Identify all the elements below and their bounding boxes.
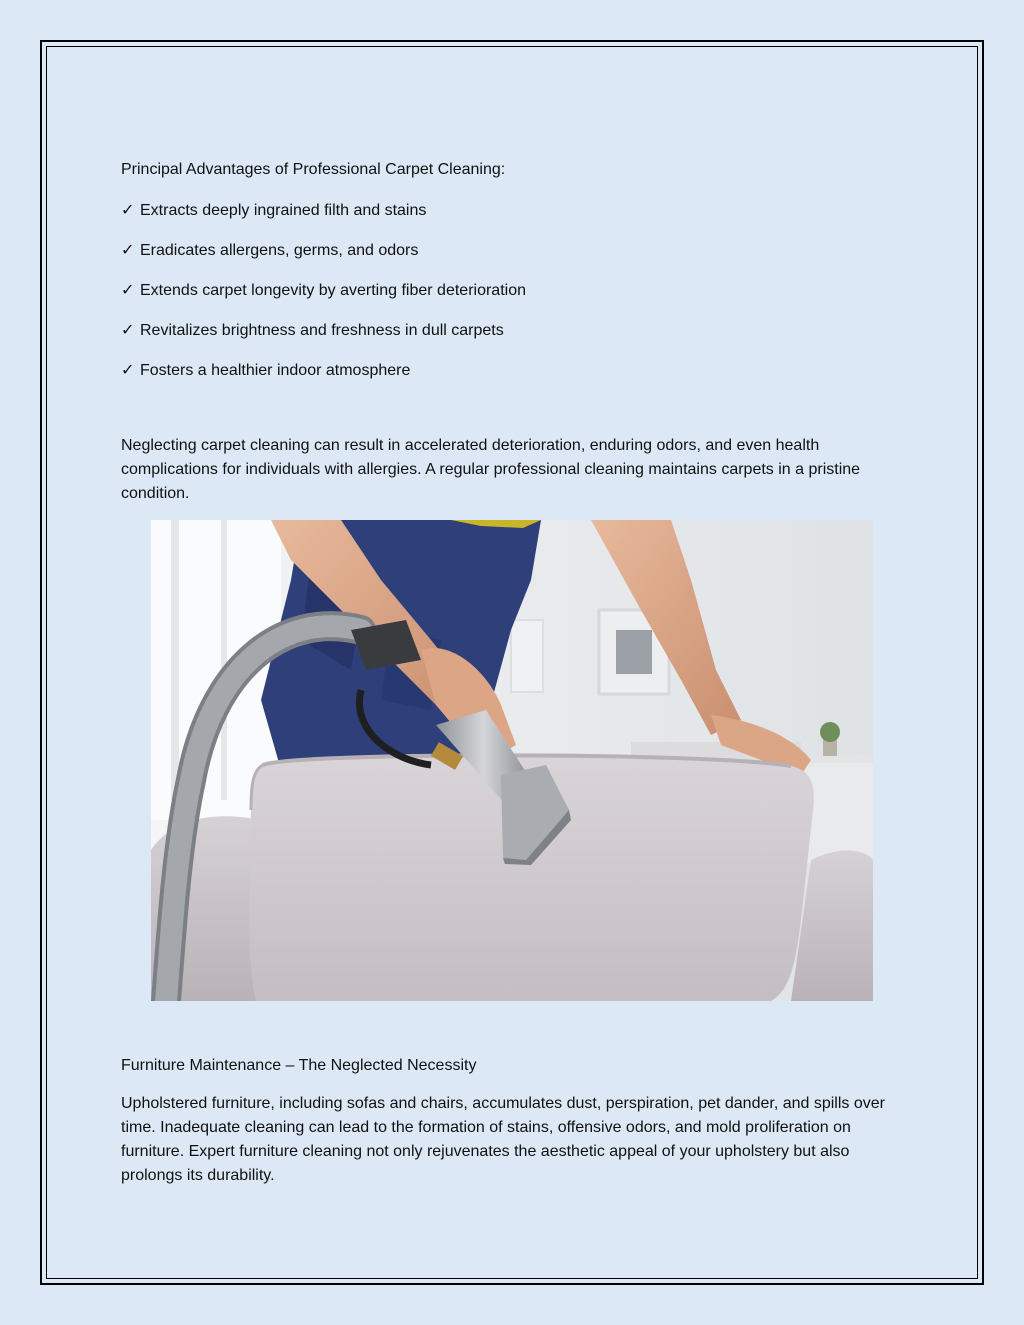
furniture-heading: Furniture Maintenance – The Neglected Necessity: [121, 1057, 477, 1074]
list-item-text: Fosters a healthier indoor atmosphere: [140, 362, 411, 379]
list-item: [121, 238, 526, 262]
checkmark-icon: ✓: [121, 200, 135, 219]
checkmark-icon: ✓: [121, 240, 135, 259]
list-item-text: Revitalizes brightness and freshness in dull carpets: [140, 322, 504, 339]
checkmark-icon: ✓: [121, 320, 135, 339]
list-item-text: Extracts deeply ingrained filth and stains: [140, 202, 427, 219]
list-item: [121, 318, 526, 342]
list-item: [121, 278, 526, 302]
furniture-paragraph: Upholstered furniture, including sofas and chairs, accumulates dust, perspiration, pet dander, and spills over time. Inadequate cleaning can lead to the formation of stains, offensive odors, and mold proliferation on furniture. Expert furniture cleaning not only rejuvenates the aesthetic appeal of your upholstery but also prolongs its durability.: [121, 1095, 885, 1184]
advantages-heading: Principal Advantages of Professional Carpet Cleaning:: [121, 161, 506, 178]
neglect-paragraph: Neglecting carpet cleaning can result in accelerated deterioration, enduring odors, and even health complications for individuals with allergies. A regular professional cleaning maintains carpets in a pristine condition.: [121, 437, 861, 502]
advantages-list: [121, 198, 526, 398]
list-item-text: Extends carpet longevity by averting fiber deterioration: [140, 282, 526, 299]
list-item-text: Eradicates allergens, germs, and odors: [140, 242, 419, 259]
list-item: [121, 198, 526, 222]
upholstery-cleaning-photo: [151, 520, 873, 1001]
checkmark-icon: ✓: [121, 280, 135, 299]
list-item: [121, 358, 526, 382]
checkmark-icon: ✓: [121, 360, 135, 379]
